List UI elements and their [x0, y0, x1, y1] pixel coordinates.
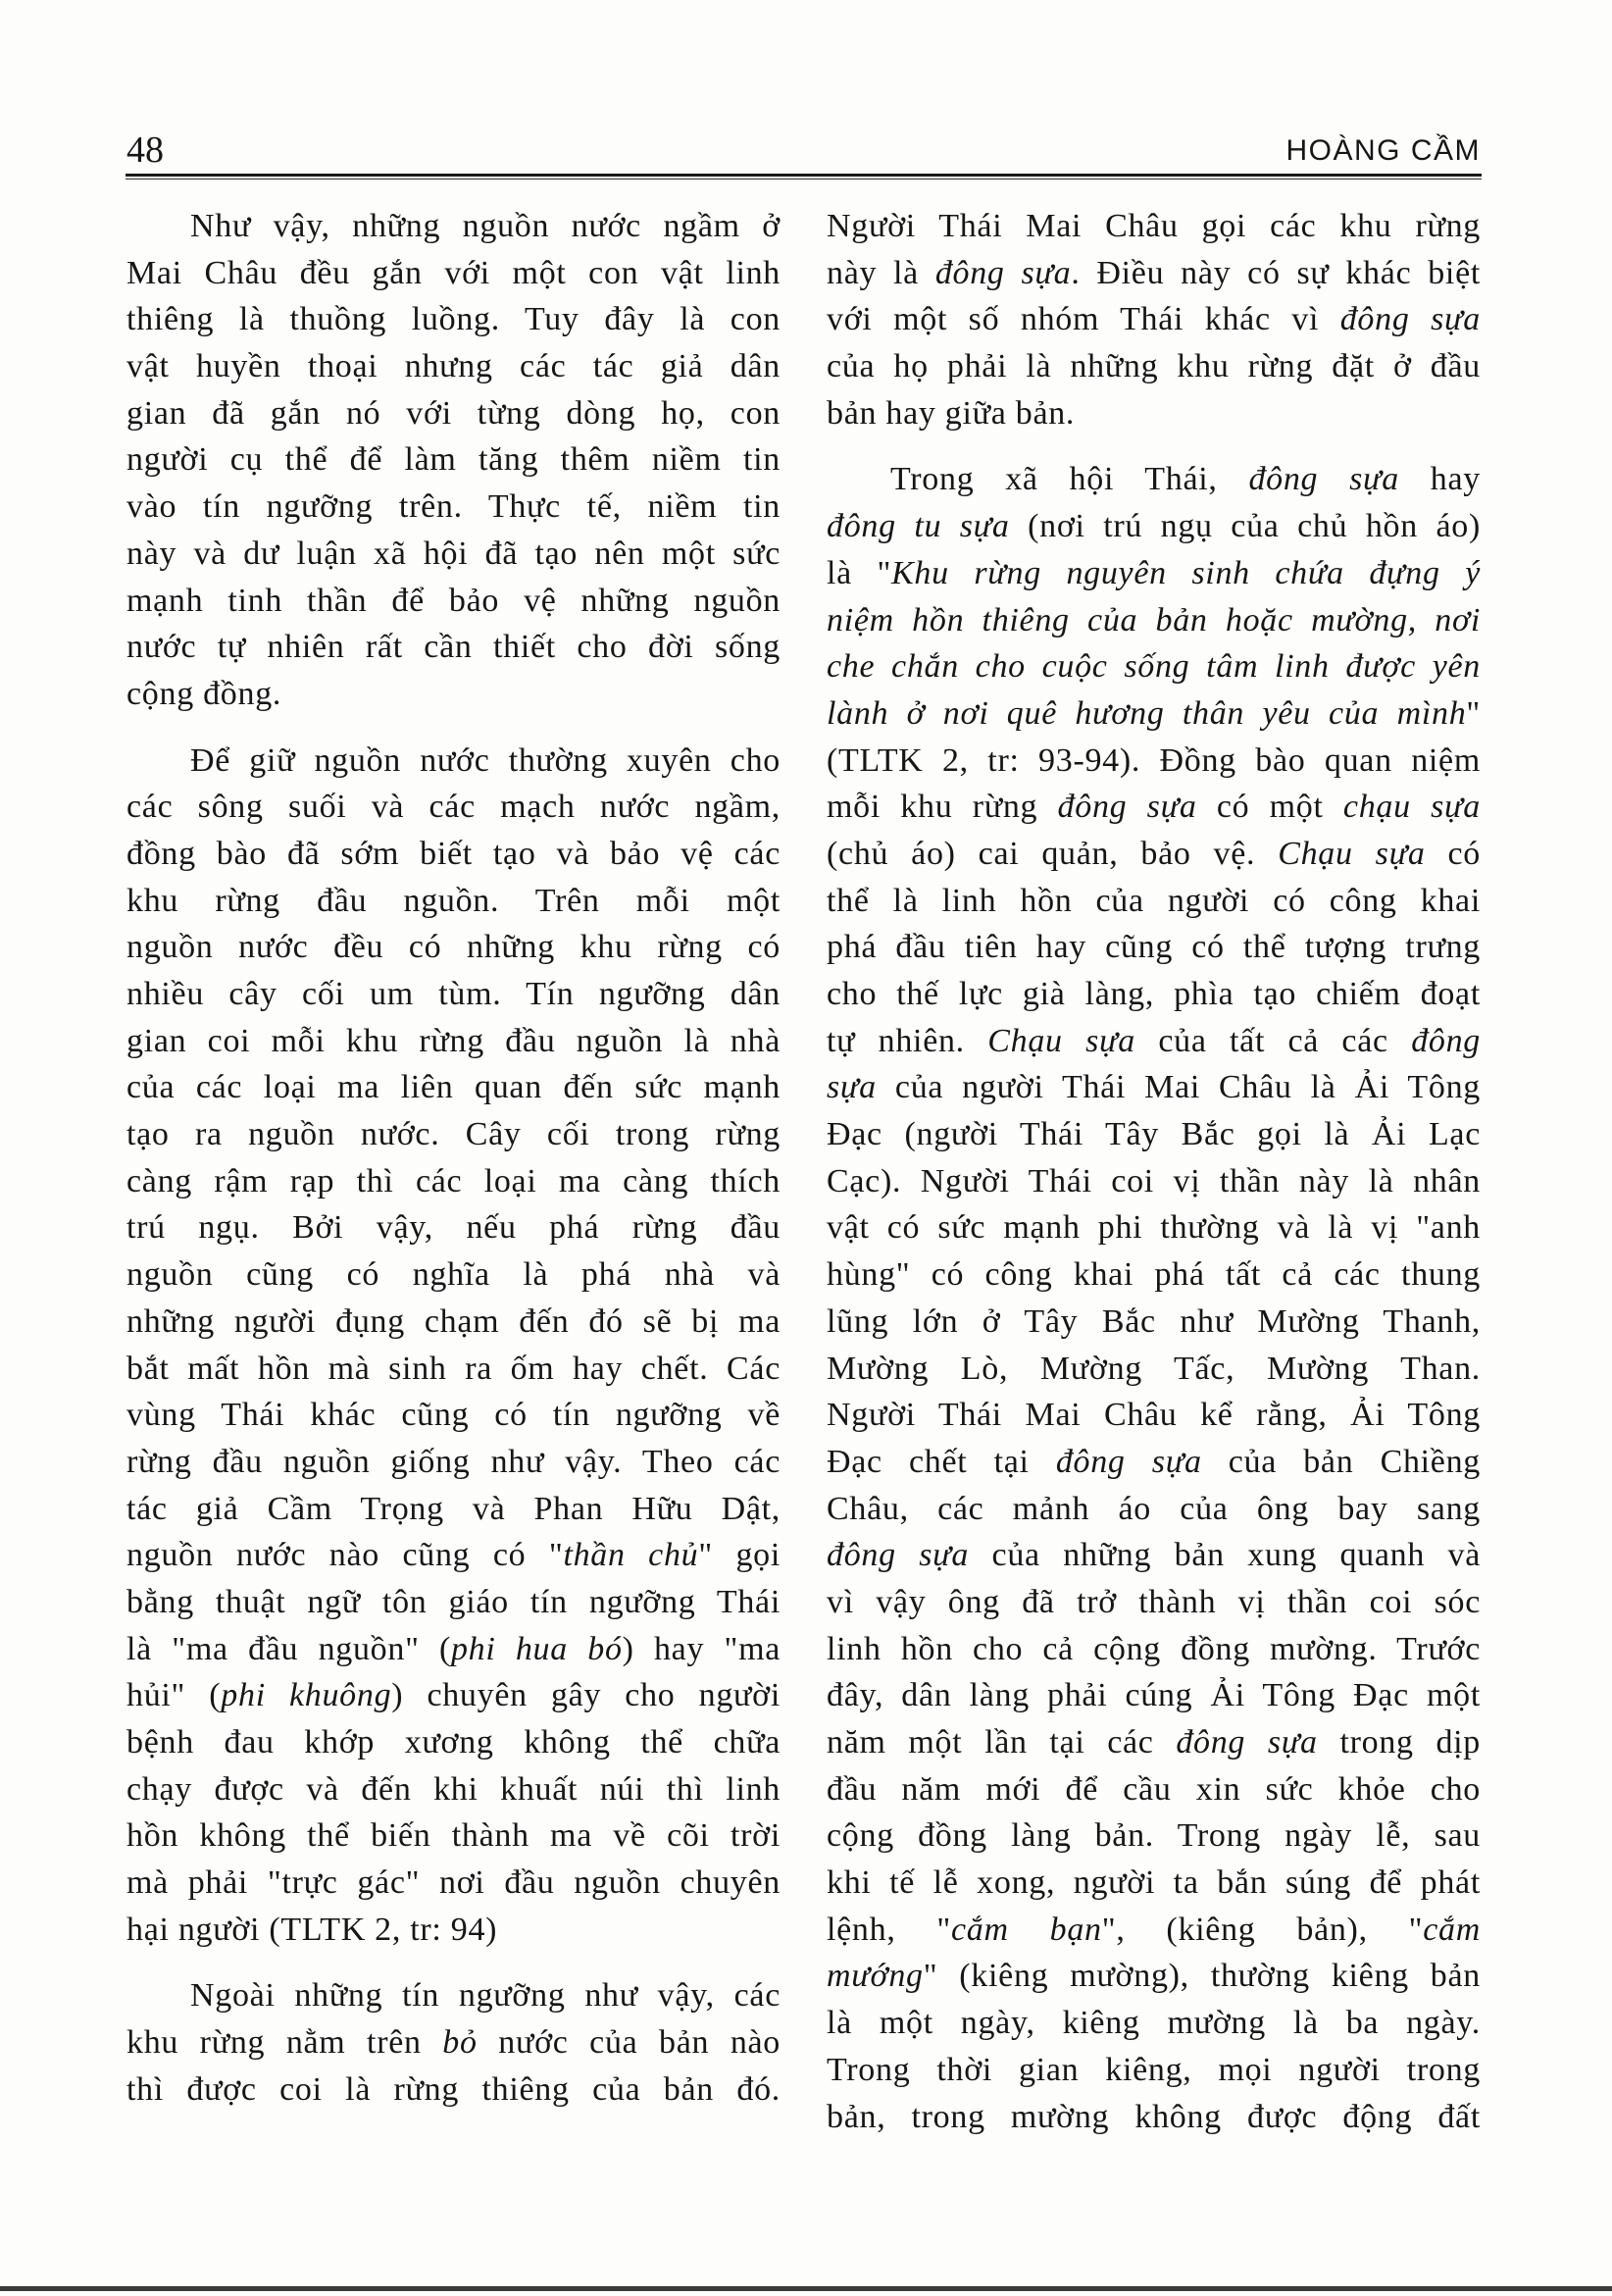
- italic-term: đông tu sựa: [827, 508, 1010, 545]
- text-line: vào tín ngưỡng trên. Thực tế, niềm tin: [126, 488, 781, 526]
- paragraph: [126, 203, 781, 718]
- text-run: là ": [827, 554, 892, 591]
- text-line: vật có sức mạnh phi thường và là vị "anh: [827, 1209, 1481, 1247]
- italic-term: phi khuông: [221, 1677, 392, 1714]
- paragraph: [827, 203, 1481, 436]
- header-rule: [126, 174, 1482, 179]
- text-line: [827, 1907, 1481, 1954]
- italic-term: bỏ: [442, 2024, 478, 2062]
- text-line: [827, 1953, 1481, 2000]
- text-line: tác giả Cầm Trọng và Phan Hữu Dật,: [126, 1490, 781, 1527]
- page-number: 48: [126, 129, 164, 171]
- italic-term: cắm: [1423, 1911, 1481, 1948]
- text-run: của người Thái Mai Châu là Ải Tông: [876, 1069, 1481, 1106]
- italic-term: che chắn cho cuộc sống tâm linh được yên: [827, 648, 1481, 686]
- italic-term: đông sựa: [1248, 461, 1399, 498]
- text-line: thể là linh hồn của người có công khai: [827, 882, 1481, 919]
- text-line: Người Thái Mai Châu gọi các khu rừng: [827, 208, 1481, 244]
- text-line: của các loại ma liên quan đến sức mạnh: [126, 1069, 781, 1106]
- italic-term: đông sựa: [1057, 789, 1197, 826]
- text-line: người cụ thể để làm tăng thêm niềm tin: [126, 441, 781, 479]
- text-line: nước tự nhiên rất cần thiết cho đời sống: [126, 629, 781, 666]
- paragraph: [126, 738, 781, 1954]
- running-title: HOÀNG CẦM: [1285, 134, 1481, 167]
- text-line: khi tế lễ xong, người ta bắn súng để phát: [827, 1864, 1481, 1902]
- text-run: với một số nhóm Thái khác vì: [827, 301, 1340, 338]
- text-run: nguồn nước nào cũng có ": [126, 1537, 564, 1574]
- text-line: lũng lớn ở Tây Bắc như Mường Thanh,: [827, 1302, 1481, 1340]
- text-line: [827, 784, 1481, 831]
- text-line: [827, 1064, 1481, 1111]
- text-run: khu rừng nằm trên: [126, 2024, 443, 2062]
- text-line: Trong thời gian kiêng, mọi người trong: [827, 2051, 1481, 2088]
- text-run: nước của bản nào: [477, 2024, 781, 2062]
- text-line: nguồn cũng có nghĩa là phá nhà và: [126, 1256, 781, 1294]
- text-line: [126, 1532, 781, 1579]
- italic-term: lành ở nơi quê hương thân yêu của mình: [827, 694, 1467, 732]
- text-run: này là: [827, 254, 935, 291]
- text-line: Đạc (người Thái Tây Bắc gọi là Ải Lạc: [827, 1116, 1481, 1153]
- text-line: [827, 690, 1481, 738]
- text-line: vật huyền thoại nhưng các tác giả dân: [126, 348, 781, 385]
- text-line: gian đã gắn nó với từng dòng họ, con: [126, 394, 781, 432]
- italic-term: niệm hồn thiêng của bản hoặc mường, nơi: [827, 601, 1481, 638]
- text-line: nhiều cây cối um tùm. Tín ngưỡng dân: [126, 976, 781, 1012]
- text-run: trong dịp: [1317, 1724, 1481, 1760]
- text-line: [827, 831, 1481, 878]
- text-line: Mường Lò, Mường Tấc, Mường Than.: [827, 1350, 1481, 1387]
- text-line: cho thế lực già làng, phìa tạo chiếm đoạt: [827, 976, 1481, 1012]
- text-run: hủi" (: [126, 1677, 222, 1714]
- text-run: " (kiêng mường), thường kiêng bản: [923, 1958, 1481, 1995]
- text-run: ": [1466, 694, 1481, 732]
- text-line: [827, 1439, 1481, 1486]
- text-run: của bản Chiềng: [1201, 1443, 1481, 1480]
- text-line: [126, 1672, 781, 1719]
- text-line: các sông suối và các mạch nước ngầm,: [126, 789, 781, 826]
- italic-term: đông sựa: [1176, 1724, 1318, 1760]
- text-line: là một ngày, kiêng mường là ba ngày.: [827, 2005, 1481, 2042]
- text-run: của những bản xung quanh và: [969, 1537, 1481, 1574]
- text-line: Người Thái Mai Châu kể rằng, Ải Tông: [827, 1397, 1481, 1434]
- text-line: [827, 1532, 1481, 1579]
- text-line: càng rậm rạp thì các loại ma càng thích: [126, 1162, 781, 1199]
- text-line: Cạc). Người Thái coi vị thần này là nhân: [827, 1162, 1481, 1199]
- italic-term: đông sựa: [934, 254, 1072, 291]
- text-line: hùng" có công khai phá tất cả các thung: [827, 1256, 1481, 1294]
- text-run: lệnh, ": [827, 1911, 952, 1948]
- italic-term: đông sựa: [1339, 301, 1481, 338]
- text-line: bằng thuật ngữ tôn giáo tín ngưỡng Thái: [126, 1583, 781, 1620]
- italic-term: Khu rừng nguyên sinh chứa đựng ý: [891, 554, 1481, 591]
- text-line: trú ngụ. Bởi vậy, nếu phá rừng đầu: [126, 1209, 781, 1247]
- text-line: Để giữ nguồn nước thường xuyên cho: [190, 741, 781, 779]
- text-run: năm một lần tại các: [827, 1724, 1177, 1760]
- text-line: [827, 456, 1481, 503]
- text-line: bản, trong mường không được động đất: [827, 2098, 1481, 2135]
- text-run: Đạc chết tại: [827, 1443, 1056, 1480]
- italic-term: Chạu sựa: [1278, 835, 1426, 872]
- text-run: tự nhiên.: [827, 1022, 988, 1059]
- text-run: ) chuyên gây cho người: [391, 1677, 781, 1714]
- text-run: mỗi khu rừng: [827, 789, 1058, 826]
- italic-term: cắm bạn: [951, 1911, 1102, 1948]
- text-line: đầu năm mới để cầu xin sức khỏe cho: [827, 1770, 1481, 1808]
- italic-term: Chạu sựa: [987, 1022, 1135, 1059]
- text-line: linh hồn cho cả cộng đồng mường. Trước: [827, 1630, 1481, 1667]
- text-line: của họ phải là những khu rừng đặt ở đầu: [827, 348, 1481, 385]
- text-line: [827, 643, 1481, 690]
- text-line: bắt mất hồn mà sinh ra ốm hay chết. Các: [126, 1350, 781, 1387]
- text-run: Trong xã hội Thái,: [890, 461, 1249, 498]
- italic-term: mướng: [827, 1958, 924, 1995]
- text-line: thì được coi là rừng thiêng của bản đó.: [126, 2070, 781, 2108]
- text-line: đây, dân làng phải cúng Ải Tông Đạc một: [827, 1677, 1481, 1714]
- italic-term: đông: [1411, 1022, 1481, 1059]
- text-line: cộng đồng làng bản. Trong ngày lễ, sau: [827, 1817, 1481, 1855]
- italic-term: thần chủ: [563, 1537, 699, 1574]
- text-run: ) hay "ma: [622, 1630, 781, 1667]
- left-column: [126, 203, 781, 2114]
- text-line: [126, 1626, 781, 1673]
- text-line: vùng Thái khác cũng có tín ngưỡng về: [126, 1397, 781, 1434]
- text-line: khu rừng đầu nguồn. Trên mỗi một: [126, 882, 781, 919]
- text-line: Ngoài những tín ngưỡng như vậy, các: [190, 1977, 781, 2015]
- text-run: " gọi: [698, 1537, 781, 1574]
- text-run: có một: [1196, 789, 1343, 826]
- paragraph: [126, 1972, 781, 2113]
- text-line: [827, 550, 1481, 597]
- text-line: mà phải "trực gác" nơi đầu nguồn chuyên: [126, 1864, 781, 1902]
- text-line: bản hay giữa bản.: [827, 394, 1076, 432]
- paragraph: [827, 456, 1481, 2140]
- text-line: thiêng là thuồng luồng. Tuy đây là con: [126, 301, 781, 338]
- right-column: [827, 203, 1481, 2140]
- text-line: hồn không thể biến thành ma về cõi trời: [126, 1817, 781, 1855]
- text-line: chạy được và đến khi khuất núi thì linh: [126, 1770, 781, 1808]
- text-line: Như vậy, những nguồn nước ngầm ở: [190, 208, 781, 244]
- text-line: [827, 597, 1481, 644]
- text-run: có: [1425, 835, 1481, 872]
- text-line: Châu, các mảnh áo của ông bay sang: [827, 1490, 1481, 1527]
- text-line: tạo ra nguồn nước. Cây cối trong rừng: [126, 1116, 781, 1153]
- italic-term: sựa: [827, 1069, 877, 1106]
- text-line: mạnh tinh thần để bảo vệ những nguồn: [126, 582, 781, 619]
- text-line: này và dư luận xã hội đã tạo nên một sức: [126, 535, 781, 572]
- text-line: đồng bào đã sớm biết tạo và bảo vệ các: [126, 835, 781, 872]
- text-line: gian coi mỗi khu rừng đầu nguồn là nhà: [126, 1022, 781, 1059]
- italic-term: phi hua bó: [450, 1630, 623, 1667]
- italic-term: chạu sựa: [1342, 789, 1481, 826]
- text-run: (chủ áo) cai quản, bảo vệ.: [827, 835, 1279, 872]
- text-line: [827, 1018, 1481, 1065]
- text-run: của tất cả các: [1135, 1022, 1412, 1059]
- text-line: [827, 250, 1481, 297]
- text-line: bệnh đau khớp xương không thể chữa: [126, 1724, 781, 1760]
- italic-term: đông sựa: [827, 1537, 970, 1574]
- text-run: hay: [1398, 461, 1481, 498]
- text-line: vì vậy ông đã trở thành vị thần coi sóc: [827, 1583, 1481, 1620]
- text-run: ", (kiêng bản), ": [1101, 1911, 1424, 1948]
- text-line: [827, 1719, 1481, 1766]
- scan-edge-line: [0, 2286, 1612, 2291]
- text-line: những người đụng chạm đến đó sẽ bị ma: [126, 1302, 781, 1340]
- text-line: [126, 2019, 781, 2066]
- text-line: [827, 503, 1481, 550]
- text-line: [827, 296, 1481, 343]
- text-line: phá đầu tiên hay cũng có thể tượng trưng: [827, 929, 1481, 966]
- text-line: nguồn nước đều có những khu rừng có: [126, 929, 781, 966]
- text-line: cộng đồng.: [126, 675, 282, 712]
- text-run: là "ma đầu nguồn" (: [126, 1630, 451, 1667]
- text-line: hại người (TLTK 2, tr: 94): [126, 1911, 498, 1948]
- text-line: Mai Châu đều gắn với một con vật linh: [126, 254, 781, 291]
- italic-term: đông sựa: [1055, 1443, 1202, 1480]
- text-line: rừng đầu nguồn giống như vậy. Theo các: [126, 1443, 781, 1480]
- text-run: (nơi trú ngụ của chủ hồn áo): [1009, 508, 1481, 545]
- text-run: . Điều này có sự khác biệt: [1071, 254, 1482, 291]
- text-line: (TLTK 2, tr: 93-94). Đồng bào quan niệm: [827, 741, 1481, 779]
